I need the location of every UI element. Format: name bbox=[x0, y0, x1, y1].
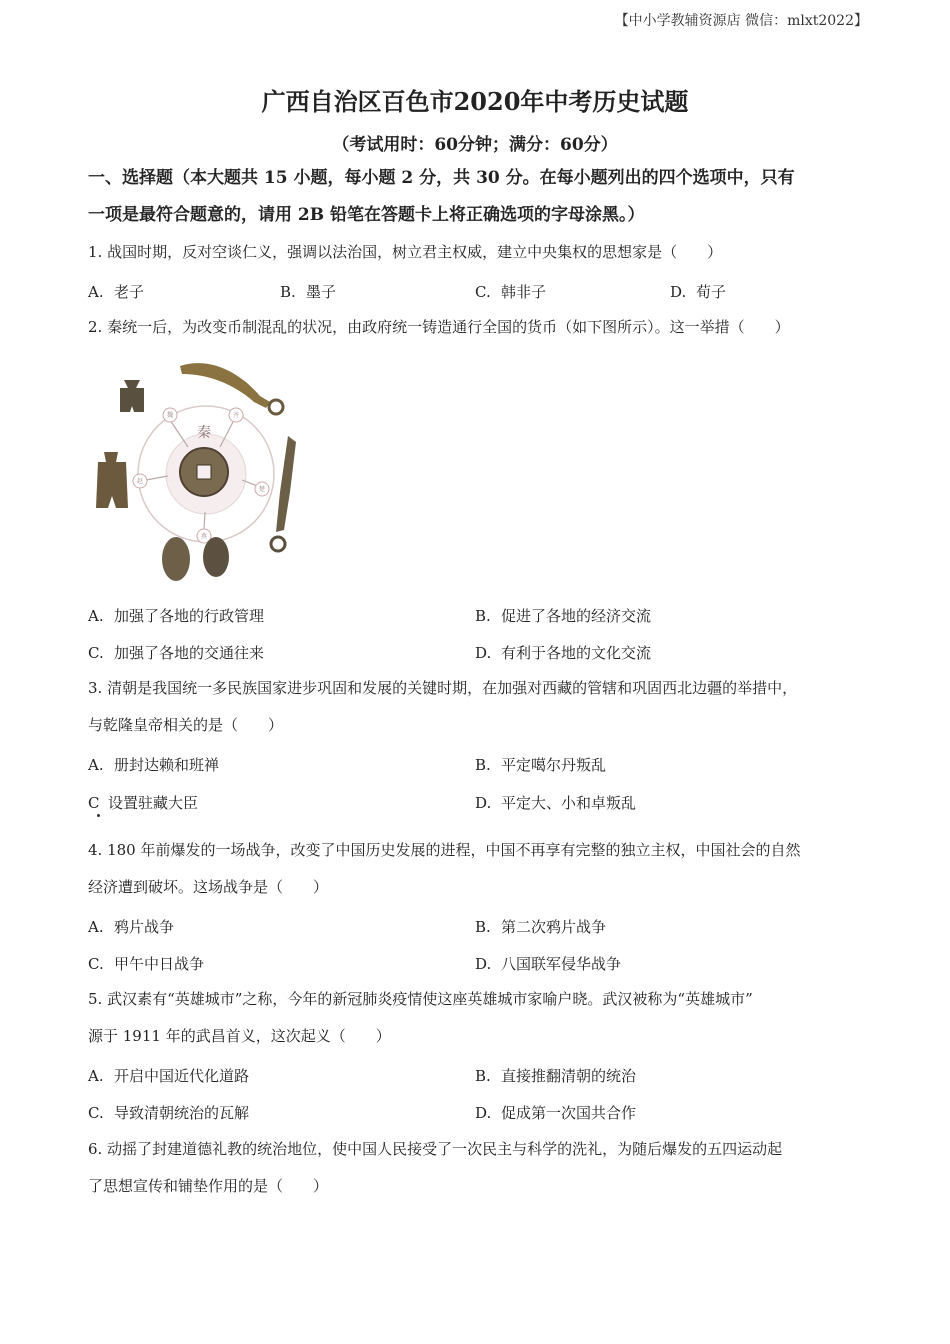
qin-label: 秦 bbox=[197, 425, 211, 441]
region-label: 赵 bbox=[136, 478, 144, 485]
question-4-stem-line1: 4. 180 年前爆发的一场战争，改变了中国历史发展的进程，中国不再享有完整的独立主权，中国社会的自然 bbox=[88, 841, 801, 859]
q3-option-d: D. 平定大、小和卓叛乱 bbox=[475, 794, 637, 812]
question-3-stem-line2: 与乾隆皇帝相关的是（ ） bbox=[88, 716, 284, 734]
q4-option-b: B. 第二次鸦片战争 bbox=[475, 918, 607, 936]
q1-option-b: B. 墨子 bbox=[280, 283, 337, 301]
knife-coin-ring bbox=[269, 400, 283, 414]
q1-option-a: A. 老子 bbox=[88, 283, 145, 301]
spade-coin-small bbox=[120, 380, 144, 412]
question-5-stem-line1: 5. 武汉素有“英雄城市”之称，今年的新冠肺炎疫情使这座英雄城市家喻户晓。武汉被称为“英雄城市” bbox=[88, 990, 753, 1008]
knife-coin-top bbox=[180, 363, 270, 408]
ant-nose-coin-2 bbox=[203, 537, 229, 577]
question-6-stem-line2: 了思想宣传和铺垫作用的是（ ） bbox=[88, 1177, 329, 1195]
watermark-text: 【中小学教辅资源店 微信：mlxt2022】 bbox=[614, 13, 868, 29]
page-title: 广西自治区百色市2020年中考历史试题 bbox=[261, 87, 689, 116]
knife-coin-right-ring bbox=[271, 537, 285, 551]
section-heading-line2: 一项是最符合题意的，请用 2B 铅笔在答题卡上将正确选项的字母涂黑。） bbox=[88, 205, 645, 225]
coin-unification-figure bbox=[84, 352, 304, 587]
q3-option-c: C 设置驻藏大臣 bbox=[88, 794, 199, 812]
q1-option-d: D. 荀子 bbox=[670, 283, 727, 301]
q1-option-c: C. 韩非子 bbox=[475, 283, 547, 301]
q3-option-b: B. 平定噶尔丹叛乱 bbox=[475, 756, 607, 774]
exam-info: （考试用时：60分钟；满分：60分） bbox=[332, 135, 618, 155]
q2-option-a: A. 加强了各地的行政管理 bbox=[88, 607, 265, 625]
q5-option-a: A. 开启中国近代化道路 bbox=[88, 1067, 250, 1085]
q4-option-a: A. 鸦片战争 bbox=[88, 918, 175, 936]
question-2-stem: 2. 秦统一后，为改变币制混乱的状况，由政府统一铸造通行全国的货币（如下图所示）。这一举措（ ） bbox=[88, 318, 790, 336]
q3-option-a: A. 册封达赖和班禅 bbox=[88, 756, 220, 774]
coin-diagram bbox=[84, 352, 304, 587]
question-6-stem-line1: 6. 动摇了封建道德礼教的统治地位，使中国人民接受了一次民主与科学的洗礼，为随后爆发的五四运动起 bbox=[88, 1140, 783, 1158]
stray-dot bbox=[97, 814, 100, 817]
question-4-stem-line2: 经济遭到破坏。这场战争是（ ） bbox=[88, 878, 329, 896]
q4-option-c: C. 甲午中日战争 bbox=[88, 955, 205, 973]
q5-option-d: D. 促成第一次国共合作 bbox=[475, 1104, 637, 1122]
region-label: 齐 bbox=[232, 412, 240, 419]
q5-option-c: C. 导致清朝统治的瓦解 bbox=[88, 1104, 250, 1122]
spade-coin-large bbox=[96, 452, 128, 508]
q4-option-d: D. 八国联军侵华战争 bbox=[475, 955, 622, 973]
region-label: 燕 bbox=[200, 533, 208, 540]
knife-coin-right bbox=[276, 436, 296, 532]
section-heading-line1: 一、选择题（本大题共 15 小题，每小题 2 分，共 30 分。在每小题列出的四个选项中，只有 bbox=[88, 168, 795, 188]
question-1-stem: 1. 战国时期，反对空谈仁义，强调以法治国，树立君主权威，建立中央集权的思想家是（ ） bbox=[88, 243, 723, 261]
q2-option-b: B. 促进了各地的经济交流 bbox=[475, 607, 652, 625]
q5-option-b: B. 直接推翻清朝的统治 bbox=[475, 1067, 637, 1085]
q2-option-d: D. 有利于各地的文化交流 bbox=[475, 644, 652, 662]
coin-square-hole bbox=[197, 465, 211, 479]
question-5-stem-line2: 源于 1911 年的武昌首义，这次起义（ ） bbox=[88, 1027, 391, 1045]
q2-option-c: C. 加强了各地的交通往来 bbox=[88, 644, 265, 662]
question-3-stem-line1: 3. 清朝是我国统一多民族国家进步巩固和发展的关键时期，在加强对西藏的管辖和巩固西北边疆的举措中， bbox=[88, 679, 798, 697]
region-label: 魏 bbox=[166, 412, 174, 419]
region-label: 楚 bbox=[258, 486, 266, 493]
ant-nose-coin-1 bbox=[162, 537, 190, 581]
